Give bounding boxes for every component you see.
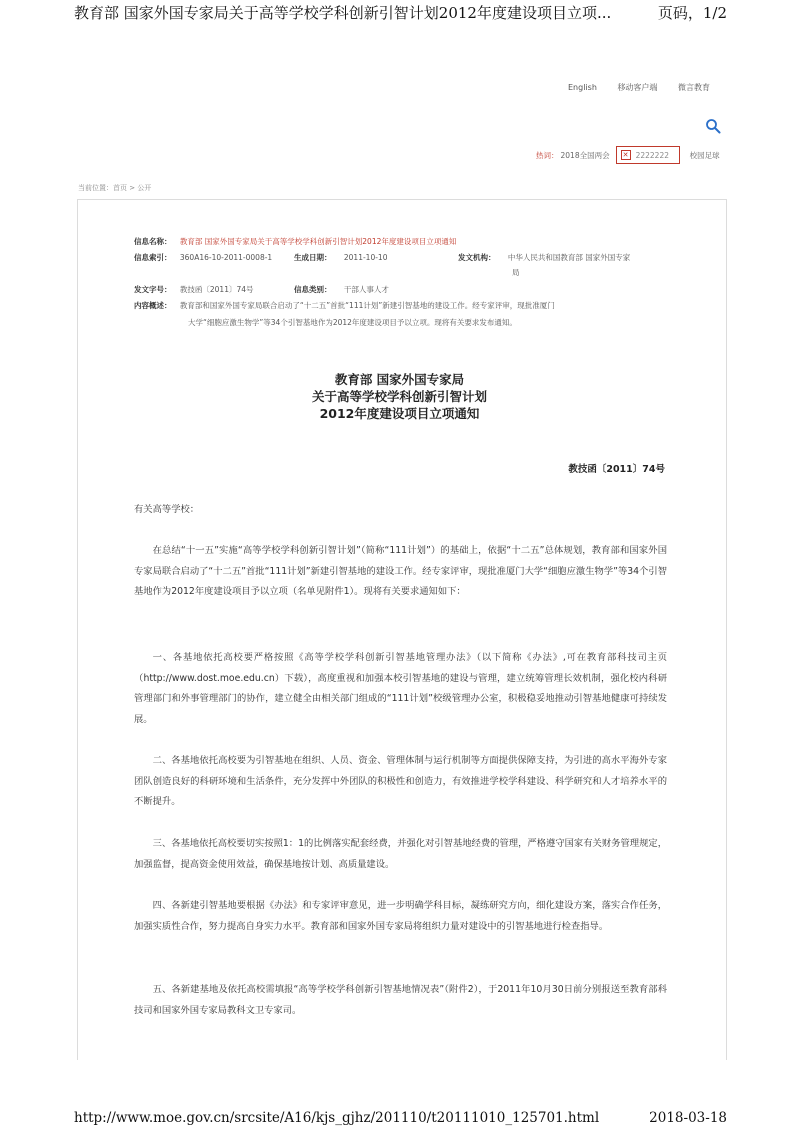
search-input-value: 2222222 — [635, 150, 669, 160]
document-title-line-2: 关于高等学校学科创新引智计划 — [311, 389, 487, 404]
hot-words-bar — [536, 146, 720, 164]
paragraph-item-4: 四、各新建引智基地要根据《办法》和专家评审意见，进一步明确学科目标，凝练研究方向，细化建设方案，落实合作任务，加强实质性合作，努力提高自身实力水平。教育部和国家外国专家局将组织力量对建设中的引智基地进行检查指导。 — [134, 900, 667, 932]
top-links — [568, 82, 728, 93]
meta-category-label: 信息类别： — [294, 285, 332, 294]
meta-index-value: 360A16-10-2011-0008-1 — [179, 253, 273, 262]
paragraph-item-3: 三、各基地依托高校要切实按照1：1的比例落实配套经费，并强化对引智基地经费的管理，严格遵守国家有关财务管理规定，加强监督，提高资金使用效益，确保基地按计划、高质量建设。 — [134, 838, 667, 870]
meta-category-value: 干部人事人才 — [343, 285, 389, 294]
meta-row-category — [294, 284, 389, 295]
breadcrumb: 当前位置：首页 > 公开 — [78, 184, 152, 192]
meta-summary-label: 内容概述： — [134, 301, 172, 310]
meta-docno-value: 教技函〔2011〕74号 — [179, 285, 254, 294]
print-header — [0, 0, 799, 24]
search-input[interactable] — [616, 146, 680, 164]
meta-summary-line-1: 教育部和国家外国专家局联合启动了“十二五”首批“111计划”新建引智基地的建设工作。经专家评审，现批准厦门 — [179, 301, 555, 310]
meta-row-index — [134, 252, 272, 263]
meta-date-label: 生成日期： — [294, 253, 332, 262]
meta-row-docno — [134, 284, 254, 295]
print-footer-date: 2018-03-18 — [649, 1110, 727, 1126]
print-footer-url: http://www.moe.gov.cn/srcsite/A16/kjs_gjhz/201110/t20111010_125701.html — [74, 1110, 600, 1126]
top-link-weiyan[interactable]: 微言教育 — [677, 83, 710, 92]
salutation: 有关高等学校： — [134, 504, 200, 515]
meta-row-summary — [134, 300, 555, 311]
meta-row-date — [294, 252, 387, 263]
broken-image-icon: ✕ — [621, 150, 631, 160]
document-number: 教技函〔2011〕74号 — [568, 464, 665, 475]
meta-date-value: 2011-10-10 — [343, 253, 388, 262]
meta-row-issuer — [458, 252, 630, 263]
top-link-mobile-client[interactable]: 移动客户端 — [617, 83, 658, 92]
paragraph-item-1: 一、各基地依托高校要严格按照《高等学校学科创新引智基地管理办法》（以下简称《办法》,可在教育部科技司主页（http://www.dost.moe.edu.cn）下载），高度重视和加强本校引智基地的建设与管理，建立统筹管理长效机制，强化校内科研管理部门和外事管理部门的协作，建立健全由相关部门组成的“111计划”校级管理办公室，积极稳妥地推动引智基地健康可持续发展。 — [134, 652, 667, 725]
meta-issuer-value-cont: 局 — [512, 268, 520, 277]
meta-issuer-label: 发文机构： — [458, 253, 496, 262]
top-link-english[interactable]: English — [568, 83, 597, 92]
document-title-line-3: 2012年度建设项目立项通知 — [319, 406, 480, 421]
hot-link-lianghui[interactable]: 2018全国两会 — [560, 150, 610, 160]
meta-name-label: 信息名称： — [134, 237, 172, 246]
print-header-title: 教育部 国家外国专家局关于高等学校学科创新引智计划2012年度建设项目立项... — [74, 4, 612, 22]
hot-link-campus-football[interactable]: 校园足球 — [689, 150, 720, 160]
paragraph-item-5: 五、各新建基地及依托高校需填报“高等学校学科创新引智基地情况表”（附件2），于2011年10月30日前分别报送至教育部科技司和国家外国专家局教科文卫专家司。 — [134, 984, 667, 1016]
meta-index-label: 信息索引： — [134, 253, 172, 262]
meta-row-name — [134, 236, 456, 247]
paragraph-item-2: 二、各基地依托高校要为引智基地在组织、人员、资金、管理体制与运行机制等方面提供保障支持，为引进的高水平海外专家团队创造良好的科研环境和生活条件，充分发挥中外团队的积极性和创造力，有效推进学校学科建设、科学研究和人才培养水平的不断提升。 — [134, 755, 667, 807]
hot-words-label: 热词： — [536, 150, 559, 160]
meta-summary-line-2: 大学“细胞应激生物学”等34个引智基地作为2012年度建设项目予以立项。现将有关要求发布通知。 — [188, 318, 517, 327]
print-header-page-number: 页码，1/2 — [657, 4, 727, 22]
meta-name-value: 教育部 国家外国专家局关于高等学校学科创新引智计划2012年度建设项目立项通知 — [179, 237, 457, 246]
meta-docno-label: 发文字号： — [134, 285, 172, 294]
document-title-line-1: 教育部 国家外国专家局 — [334, 372, 465, 387]
document-title — [0, 371, 799, 422]
search-icon[interactable] — [705, 118, 721, 134]
meta-issuer-value: 中华人民共和国教育部 国家外国专家 — [507, 253, 631, 262]
paragraph-intro: 在总结“十一五”实施“高等学校学科创新引智计划”（简称“111计划”）的基础上，依据“十二五”总体规划，教育部和国家外国专家局联合启动了“十二五”首批“111计划”新建引智基地的建设工作。经专家评审，现批准厦门大学“细胞应激生物学”等34个引智基地作为2012年度建设项目予以立项（名单见附件1）。现将有关要求通知如下： — [134, 545, 667, 597]
